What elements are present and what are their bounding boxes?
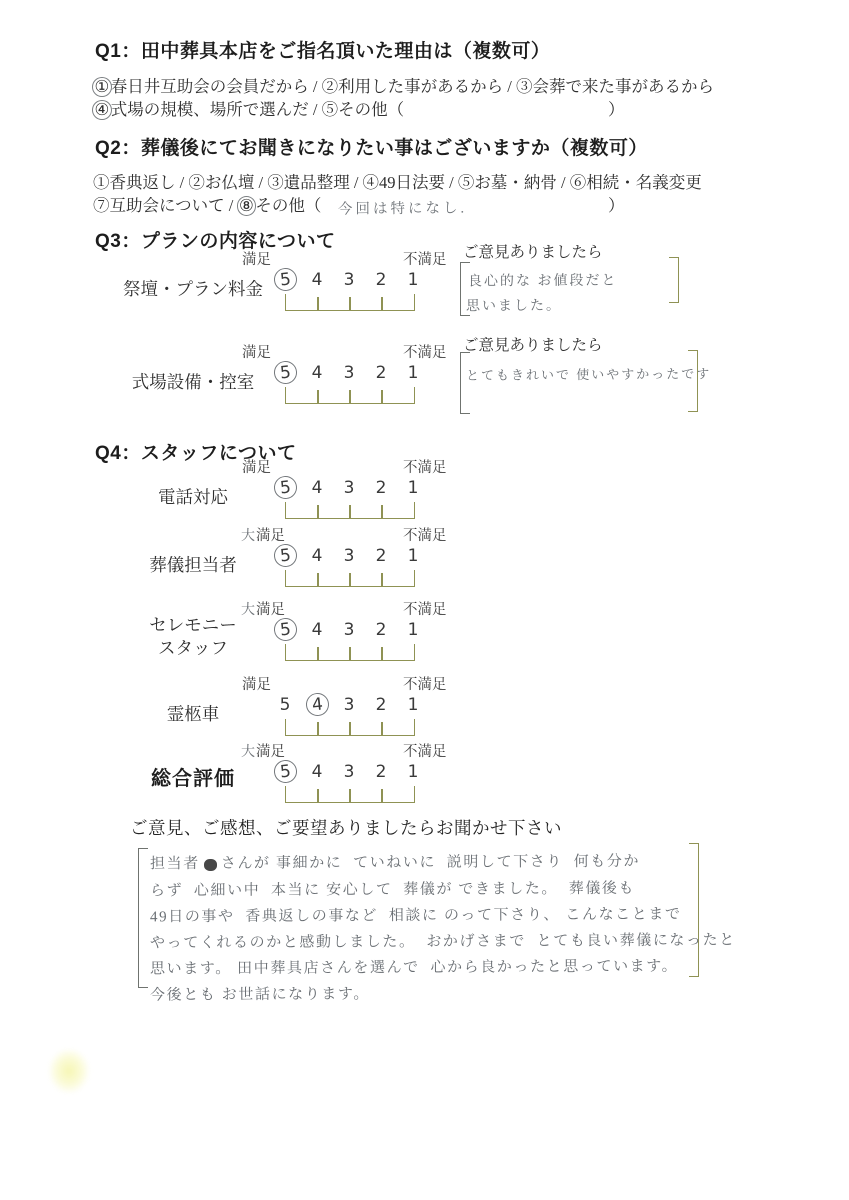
rating-scale <box>269 693 429 718</box>
rating-row-label: 葬儀担当者 <box>149 555 237 575</box>
option-number: ② <box>321 77 339 96</box>
rating-4: 4 <box>311 546 323 566</box>
option-number: ⑤ <box>321 100 339 119</box>
rating-1: 1 <box>407 695 419 715</box>
dissatisfied-label: 不満足 <box>403 252 447 268</box>
rating-scale <box>269 476 429 501</box>
handwritten-feedback-line: らず 心細い中 本当に 安心して 葬儀が できました。 葬儀後も <box>149 880 636 900</box>
handwritten-feedback-line: やってくれるのかと感動しました。 おかげさまで とても良い葬儀になったと <box>149 932 736 952</box>
option-text: お仏壇 / <box>204 173 268 192</box>
rating-4: 4 <box>311 762 323 782</box>
handwritten-other-answer: 今回は特になし. <box>337 200 468 218</box>
hand-circle-mark <box>92 77 112 97</box>
q1-options-line2 <box>93 99 653 121</box>
rating-row-hearse <box>120 673 480 737</box>
handwritten-dai: 大 <box>241 603 255 618</box>
dissatisfied-label: 不満足 <box>403 528 447 544</box>
rating-1: 1 <box>407 478 419 498</box>
rating-2: 2 <box>375 546 387 566</box>
q2-options-line1 <box>93 172 702 194</box>
rating-5-circled: 5 <box>269 760 301 785</box>
dissatisfied-label: 不満足 <box>403 460 447 476</box>
option-number: ④ <box>362 173 380 192</box>
option-text: 香典返し / <box>109 173 189 192</box>
handwritten-dai: 大 <box>241 529 255 544</box>
rating-3: 3 <box>343 270 355 290</box>
satisfied-label: 満足 <box>242 345 271 361</box>
satisfied-label: 大満足 <box>257 740 285 761</box>
comment-bracket-right <box>669 257 679 303</box>
handwritten-feedback-line: 49日の事や 香典返しの事など 相談に のって下さり、 こんなことまで <box>149 906 682 926</box>
option-text: 利用した事があるから / <box>338 77 516 96</box>
rating-scale <box>269 361 429 386</box>
rating-5-circled: 5 <box>269 268 301 293</box>
rating-scale <box>269 618 429 643</box>
option-number: ④ <box>94 100 110 119</box>
rating-3: 3 <box>343 695 355 715</box>
option-text: 春日井互助会の会員だから / <box>110 77 322 96</box>
q1-heading: Q1：田中葬具本店をご指名頂いた理由は（複数可） <box>95 41 551 62</box>
rating-scale <box>269 760 429 785</box>
rating-row-label: 電話対応 <box>158 487 228 507</box>
option-number: ⑥ <box>569 173 587 192</box>
highlighter-smudge <box>48 1048 90 1094</box>
rating-1: 1 <box>407 546 419 566</box>
satisfied-label: 満足 <box>242 677 271 693</box>
dissatisfied-label: 不満足 <box>403 744 447 760</box>
option-text: 遺品整理 / <box>283 173 363 192</box>
option-number: ⑤ <box>457 173 475 192</box>
free-comment-bracket-right <box>689 843 699 977</box>
handwritten-feedback-line: 担当者 さんが 事細かに ていねいに 説明して下さり 何も分か <box>149 853 641 873</box>
rating-1: 1 <box>407 762 419 782</box>
rating-4-circled: 4 <box>301 693 333 718</box>
option-number: ⑧ <box>239 196 254 215</box>
q3-heading: Q3：プランの内容について <box>95 231 336 252</box>
option-text: お墓・納骨 / <box>474 173 570 192</box>
option-text: 49日法要 / <box>379 173 458 192</box>
option-number: ③ <box>515 77 533 96</box>
scale-line <box>285 644 415 661</box>
scale-line <box>285 786 415 803</box>
q4-heading: Q4：スタッフについて <box>95 443 297 464</box>
scale-line <box>285 502 415 519</box>
scale-line <box>285 570 415 587</box>
rating-2: 2 <box>375 762 387 782</box>
rating-2: 2 <box>375 695 387 715</box>
rating-5-circled: 5 <box>269 476 301 501</box>
dissatisfied-label: 不満足 <box>403 602 447 618</box>
rating-4: 4 <box>311 478 323 498</box>
option-text: 式場の規模、場所で選んだ / <box>110 100 322 119</box>
scale-line <box>285 719 415 736</box>
hand-circle-mark <box>237 196 257 216</box>
rating-scale <box>269 268 429 293</box>
paren-close: ） <box>608 196 625 215</box>
rating-row-plan-price <box>120 248 480 312</box>
satisfied-label: 大満足 <box>257 524 285 545</box>
option-text: 互助会について / <box>109 196 238 215</box>
rating-3: 3 <box>343 546 355 566</box>
handwritten-dai: 大 <box>241 745 255 760</box>
hand-circle-mark <box>92 100 112 120</box>
satisfied-label: 満足 <box>242 460 271 476</box>
rating-5-circled: 5 <box>269 618 301 643</box>
free-comment-heading: ご意見、ご感想、ご要望ありましたらお聞かせ下さい <box>130 818 562 838</box>
handwritten-comment: とてもきれいで 使いやすかったです <box>465 366 712 383</box>
rating-5: 5 <box>279 695 291 715</box>
rating-3: 3 <box>343 363 355 383</box>
rating-row-director <box>120 524 480 588</box>
rating-row-venue <box>120 341 480 405</box>
rating-4: 4 <box>311 270 323 290</box>
comment-prompt: ご意見ありましたら <box>463 244 603 261</box>
option-number: ③ <box>267 173 284 192</box>
free-comment-bracket-left <box>138 848 148 988</box>
rating-3: 3 <box>343 620 355 640</box>
handwritten-feedback-line: 思います。 田中葬具店さんを選んで 心から良かったと思っています。 <box>149 958 679 978</box>
comment-bracket-right <box>688 350 698 412</box>
rating-row-label: セレモニー スタッフ <box>149 615 237 658</box>
rating-row-overall <box>120 740 480 804</box>
comment-prompt: ご意見ありましたら <box>463 337 603 354</box>
q1-options-line1 <box>93 76 714 98</box>
option-number: ① <box>93 173 110 192</box>
rating-1: 1 <box>407 270 419 290</box>
option-text: 相続・名義変更 <box>586 173 702 192</box>
rating-5-circled: 5 <box>269 361 301 386</box>
rating-4: 4 <box>311 363 323 383</box>
rating-4: 4 <box>311 620 323 640</box>
rating-row-label: 霊柩車 <box>166 704 220 724</box>
satisfied-label: 大満足 <box>257 598 285 619</box>
option-number: ⑦ <box>93 196 110 215</box>
rating-2: 2 <box>375 478 387 498</box>
redacted-name-blob <box>204 858 217 870</box>
q2-options-line2 <box>93 195 653 217</box>
dissatisfied-label: 不満足 <box>403 345 447 361</box>
rating-scale <box>269 544 429 569</box>
rating-1: 1 <box>407 620 419 640</box>
q2-heading: Q2：葬儀後にてお聞きになりたい事はございますか（複数可） <box>95 138 648 159</box>
rating-row-ceremony-staff <box>120 598 480 662</box>
rating-row-label: 総合評価 <box>151 768 235 790</box>
scale-line <box>285 387 415 404</box>
dissatisfied-label: 不満足 <box>403 677 447 693</box>
option-number: ② <box>188 173 205 192</box>
paren-close: ） <box>608 100 625 119</box>
rating-2: 2 <box>375 363 387 383</box>
option-number: ① <box>94 77 110 96</box>
rating-row-phone <box>120 456 480 520</box>
handwritten-comment: 思いました。 <box>465 298 563 315</box>
rating-3: 3 <box>343 478 355 498</box>
satisfied-label: 満足 <box>242 252 271 268</box>
rating-row-label: 式場設備・控室 <box>131 372 255 392</box>
rating-5-circled: 5 <box>269 544 301 569</box>
rating-2: 2 <box>375 620 387 640</box>
handwritten-feedback-line: 今後とも お世話になります。 <box>149 986 371 1004</box>
option-text: 会葬で来た事があるから <box>532 77 714 96</box>
rating-row-label: 祭壇・プラン料金 <box>123 279 263 299</box>
handwritten-comment: 良心的な お値段だと <box>467 273 618 290</box>
rating-1: 1 <box>407 363 419 383</box>
option-text: その他（ <box>255 196 322 215</box>
option-text: その他（ <box>338 100 405 119</box>
rating-3: 3 <box>343 762 355 782</box>
rating-2: 2 <box>375 270 387 290</box>
scale-line <box>285 294 415 311</box>
